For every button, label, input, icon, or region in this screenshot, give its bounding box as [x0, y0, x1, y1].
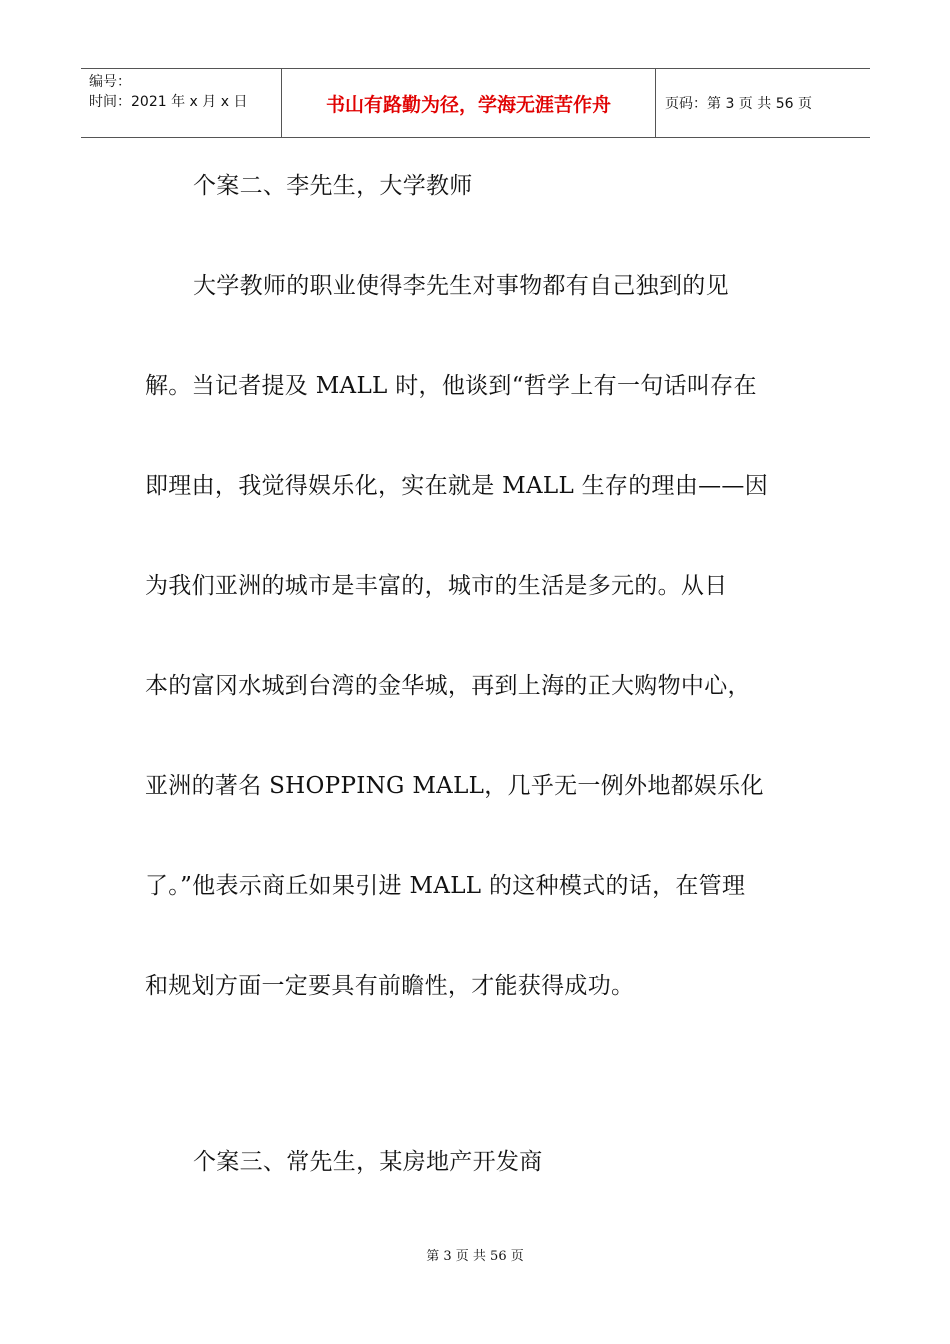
- page-footer: 第 3 页 共 56 页: [426, 1249, 524, 1264]
- body-line: 本的富冈水城到台湾的金华城，再到上海的正大购物中心，: [145, 673, 751, 699]
- case3-heading: 个案三、常先生，某房地产开发商: [193, 1149, 543, 1175]
- header-motto: 书山有路勤为径，学海无涯苦作舟: [281, 69, 656, 137]
- body-line: 解。当记者提及 MALL 时，他谈到“哲学上有一句话叫存在: [145, 373, 757, 399]
- header-page-info: 页码：第 3 页 共 56 页: [665, 96, 812, 112]
- body-line: 和规划方面一定要具有前瞻性，才能获得成功。: [145, 973, 635, 999]
- document-number-label: 编号：: [89, 74, 131, 90]
- body-line: 了。”他表示商丘如果引进 MALL 的这种模式的话，在管理: [145, 873, 746, 899]
- body-line: 大学教师的职业使得李先生对事物都有自己独到的见: [193, 273, 729, 299]
- body-line: 即理由，我觉得娱乐化，实在就是 MALL 生存的理由——因: [145, 473, 769, 499]
- case2-heading: 个案二、李先生，大学教师: [193, 173, 473, 199]
- page-header: [81, 68, 870, 138]
- body-line: 为我们亚洲的城市是丰富的，城市的生活是多元的。从日: [145, 573, 728, 599]
- header-meta: [81, 69, 281, 137]
- document-date-label: 时间：2021 年 x 月 x 日: [89, 94, 248, 110]
- body-line: 亚洲的著名 SHOPPING MALL，几乎无一例外地都娱乐化: [145, 773, 764, 799]
